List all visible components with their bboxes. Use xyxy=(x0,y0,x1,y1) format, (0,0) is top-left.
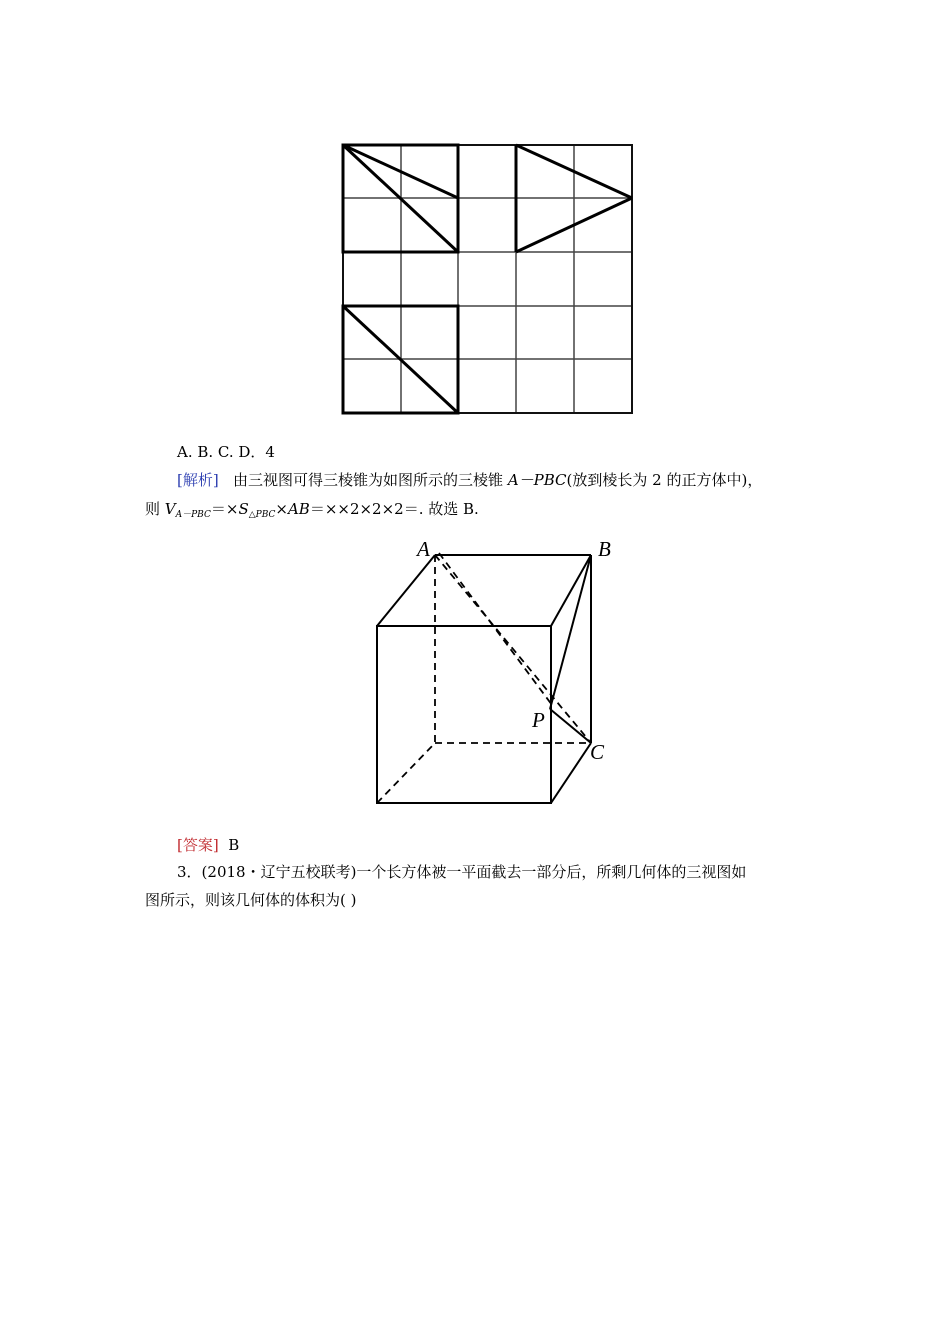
question-3-line-1: 3．(2018・辽宁五校联考)一个长方体被一平面截去一部分后，所剩几何体的三视图如 xyxy=(177,863,747,881)
cube-top-left-edge xyxy=(377,555,435,626)
volume-symbol: V xyxy=(164,500,176,518)
edge-ab: AB xyxy=(287,500,310,518)
volume-subscript: A－PBC xyxy=(175,510,211,520)
analysis-text-2-end: ＝××2×2×2＝. 故选 B. xyxy=(309,500,479,518)
hidden-edge-ap xyxy=(439,553,552,705)
hidden-edge-ac xyxy=(435,555,591,743)
analysis-op-1: ＝× xyxy=(210,500,239,518)
analysis-text-1: 由三视图可得三棱锥为如图所示的三棱锥 xyxy=(233,471,508,489)
cube-top-right-edge xyxy=(551,555,591,626)
answer-tag: [答案] xyxy=(177,836,219,854)
label-b: B xyxy=(598,537,611,561)
analysis-text-1-end: (放到棱长为 2 的正方体中)， xyxy=(566,471,763,489)
label-a: A xyxy=(417,537,430,561)
options-line: A. B. C. D．4 xyxy=(177,443,275,461)
area-symbol: S xyxy=(238,500,249,518)
hidden-bottom-left-edge xyxy=(377,743,435,803)
label-p: P xyxy=(532,708,545,732)
analysis-tag: [解析] xyxy=(177,471,219,489)
analysis-op-2: × xyxy=(275,500,288,518)
cube-bottom-right-edge xyxy=(551,743,591,803)
answer-value: B xyxy=(228,836,240,854)
answer-line xyxy=(177,835,239,855)
label-c: C xyxy=(590,740,605,764)
edge-pc xyxy=(550,709,591,743)
tetrahedron-name: A－PBC xyxy=(507,471,567,489)
analysis-text-2: 则 xyxy=(145,500,165,518)
question-3-line-2: 图所示，则该几何体的体积为( ) xyxy=(145,891,357,909)
area-subscript: △PBC xyxy=(248,510,276,520)
edge-bp xyxy=(550,555,591,709)
